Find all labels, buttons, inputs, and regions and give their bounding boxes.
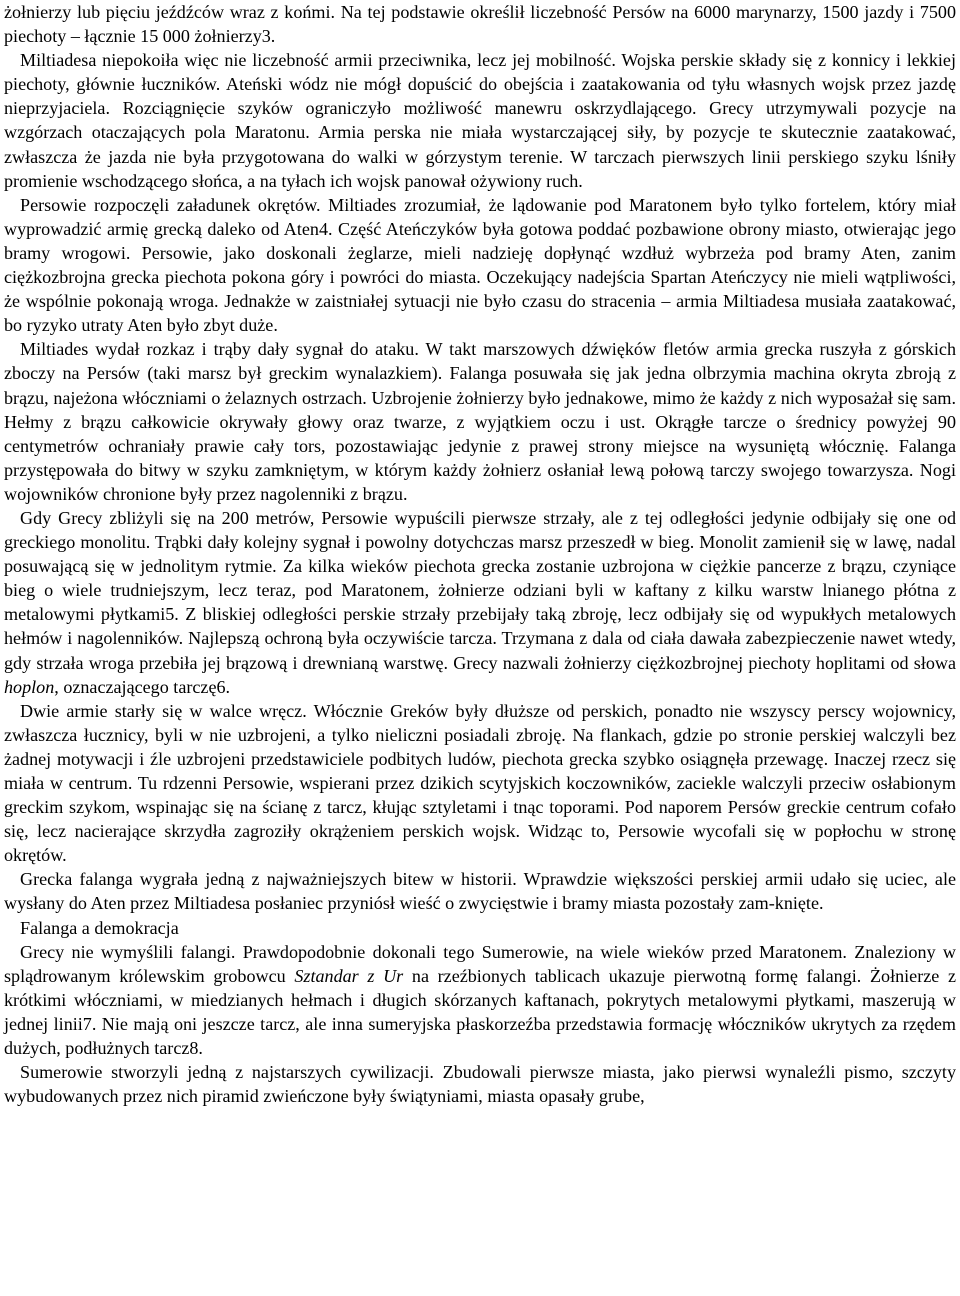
paragraph-text: Dwie armie starły się w walce wręcz. Włócznie Greków były dłuższe od perskich, ponadto nie wszyscy perscy wojownicy, zwłaszcza łucznicy, byli w nie uzbrojeni, a tylko nieliczni posiadali zbroję. Na flankach, gdzie po stronie perskiej walczyli bez żadnej motywacji i źle uzbrojeni przedstawiciele podbitych ludów, piechota grecka szybko osiągnęła przewagę. Inaczej rzecz się miała w centrum. Tu rdzenni Persowie, wspierani przez dzikich scytyjskich koczowników, zaciekle walczyli przeciw osłabionym greckim szykom, wspinając się na ścianę z tarcz, kłując sztyletami i tnąc toporami. Pod naporem Persów greckie centrum cofało się, lecz nacierające skrzydła zagroziły okrążeniem perskich wojsk. Widząc to, Persowie wycofali się w popłochu w stronę okrętów.	[4, 700, 956, 866]
paragraph-text: Miltiadesa niepokoiła więc nie liczebność armii przeciwnika, lecz jej mobilność. Wojska perskie składy się z konnicy i lekkiej piechoty, głównie łuczników. Ateński wódz nie mógł dopuścić do obejścia i zaatakowania od tyłu własnych wojsk przez jazdę nieprzyjaciela. Rozciągnięcie szyków ograniczyło możliwość manewru oskrzydlającego. Grecy utrzymywali pozycje na wzgórzach otaczających pola Maratonu. Armia perska nie miała wystarczającej siły, by pozycje te skutecznie zaatakować, zwłaszcza że jazda nie była przygotowana do walki w górzystym terenie. W tarczach pierwszych linii perskiego szyku lśniły promienie wschodzącego słońca, a na tyłach ich wojsk panował ożywiony ruch.	[4, 50, 956, 191]
document-page	[4, 0, 956, 1108]
paragraph-p10	[4, 1060, 956, 1108]
paragraph-p5	[4, 506, 956, 699]
paragraph-p9	[4, 940, 956, 1060]
paragraph-p6	[4, 699, 956, 868]
paragraph-p3	[4, 193, 956, 338]
paragraph-p1	[4, 0, 956, 48]
paragraph-text: Gdy Grecy zbliżyli się na 200 metrów, Persowie wypuścili pierwsze strzały, ale z tej odległości jedynie odbijały się one od greckiego monolitu. Trąbki dały kolejny sygnał i powolny dotychczas marsz przeszedł w bieg. Monolit zamienił się w lawę, nadal posuwającą się w jednolitym rytmie. Za kilka wieków piechota grecka zostanie uzbrojona w ciężkie pancerze z brązu, czyniące bieg o wiele trudniejszym, lecz teraz, pod Maratonem, żołnierze odziani byli w kaftany z kilku warstw lnianego płótna z metalowymi płytkami5. Z bliskiej odległości perskie strzały przebijały taką zbroję, lecz odbijały się od wypukłych metalowych hełmów i nagolenników. Najlepszą ochroną była oczywiście tarcza. Trzymana z dala od ciała dawała zabezpieczenie nawet wtedy, gdy strzała wroga przebiła jej brązową i drewnianą warstwę. Grecy nazwali żołnierzy ciężkozbrojnej piechoty hoplitami od słowa	[4, 507, 956, 673]
paragraph-text: Falanga a demokracja	[20, 917, 179, 938]
paragraph-text: Miltiades wydał rozkaz i trąby dały sygnał do ataku. W takt marszowych dźwięków fletów armia grecka ruszyła z górskich zboczy na Persów (taki marsz był greckim wynalazkiem). Falanga posuwała się jak jedna olbrzymia machina okryta zbroją z brązu, najeżona włóczniami o żelaznych ostrzach. Uzbrojenie żołnierzy było jednakowe, mimo że każdy z nich wyposażał się sam. Hełmy z brązu całkowicie okrywały głowy oraz twarze, z wyjątkiem oczu i ust. Okrągłe tarcze o średnicy powyżej 90 centymetrów ochraniały prawie cały tors, pozostawiając jedynie z prawej strony miejsce na wysuniętą włócznię. Falanga przystępowała do bitwy w szyku zamkniętym, w którym każdy żołnierz osłaniał lewą połową tarczy swojego towarzysza. Nogi wojowników chronione były przez nagolenniki z brązu.	[4, 339, 956, 504]
paragraph-text: Persowie rozpoczęli załadunek okrętów. Miltiades zrozumiał, że lądowanie pod Maratonem było tylko fortelem, który miał wyprowadzić armię grecką daleko od Aten4. Część Ateńczyków była gotowa poddać pozbawione obrony miasto, otwierając jego bramy wrogowi. Persowie, jako doskonali żeglarze, mieli nadzieję dopłynąć wzdłuż wybrzeża pod bramy Aten, zanim ciężkozbrojna grecka piechota pokona góry i powróci do miasta. Oczekujący nadejścia Spartan Ateńczycy nie mieli wątpliwości, że wspólnie pokonają wroga. Jednakże w zaistniałej sytuacji nie było czasu do stracenia – armia Miltiadesa musiała zaatakować, bo ryzyko utraty Aten było zbyt duże.	[4, 194, 956, 336]
paragraph-p4	[4, 337, 956, 506]
italic-text: Sztandar z Ur	[294, 965, 404, 986]
paragraph-text: Grecy nie wymyślili falangi. Prawdopodobnie dokonali tego Sumerowie, na wiele wieków przed Maratonem. Znaleziony w splądrowanym królewskim grobowcu	[4, 941, 956, 986]
paragraph-p2	[4, 48, 956, 193]
paragraph-text: żołnierzy lub pięciu jeźdźców wraz z końmi. Na tej podstawie określił liczebność Persów na 6000 marynarzy, 1500 jazdy i 7500 piechoty – łącznie 15 000 żołnierzy3.	[4, 2, 956, 47]
paragraph-text: na rzeźbionych tablicach ukazuje pierwotną formę falangi. Żołnierze z krótkimi włóczniami, w miedzianych hełmach i długich skórzanych kaftanach, pokrytych metalowymi płytkami, maszerują w jednej linii7. Nie mają oni jeszcze tarcz, ale inna sumeryjska płaskorzeźba przedstawia formację włóczników ukrytych za rzędem dużych, podłużnych tarcz8.	[4, 965, 957, 1059]
paragraph-text: , oznaczającego tarczę6.	[54, 676, 231, 697]
paragraph-text: Sumerowie stworzyli jedną z najstarszych cywilizacji. Zbudowali pierwsze miasta, jako pierwsi wynaleźli pismo, szczyty wybudowanych przez nich piramid zwieńczone były świątyniami, miasta opasały grube,	[4, 1062, 956, 1107]
paragraph-p8	[4, 916, 956, 940]
paragraph-p7	[4, 867, 956, 915]
paragraph-text: Grecka falanga wygrała jedną z najważniejszych bitew w historii. Wprawdzie większości perskiej armii udało się uciec, ale wysłany do Aten przez Miltiadesa posłaniec przyniósł wieść o zwycięstwie i bramy miasta pozostały zam-knięte.	[4, 869, 956, 914]
italic-text: hoplon	[4, 676, 55, 697]
